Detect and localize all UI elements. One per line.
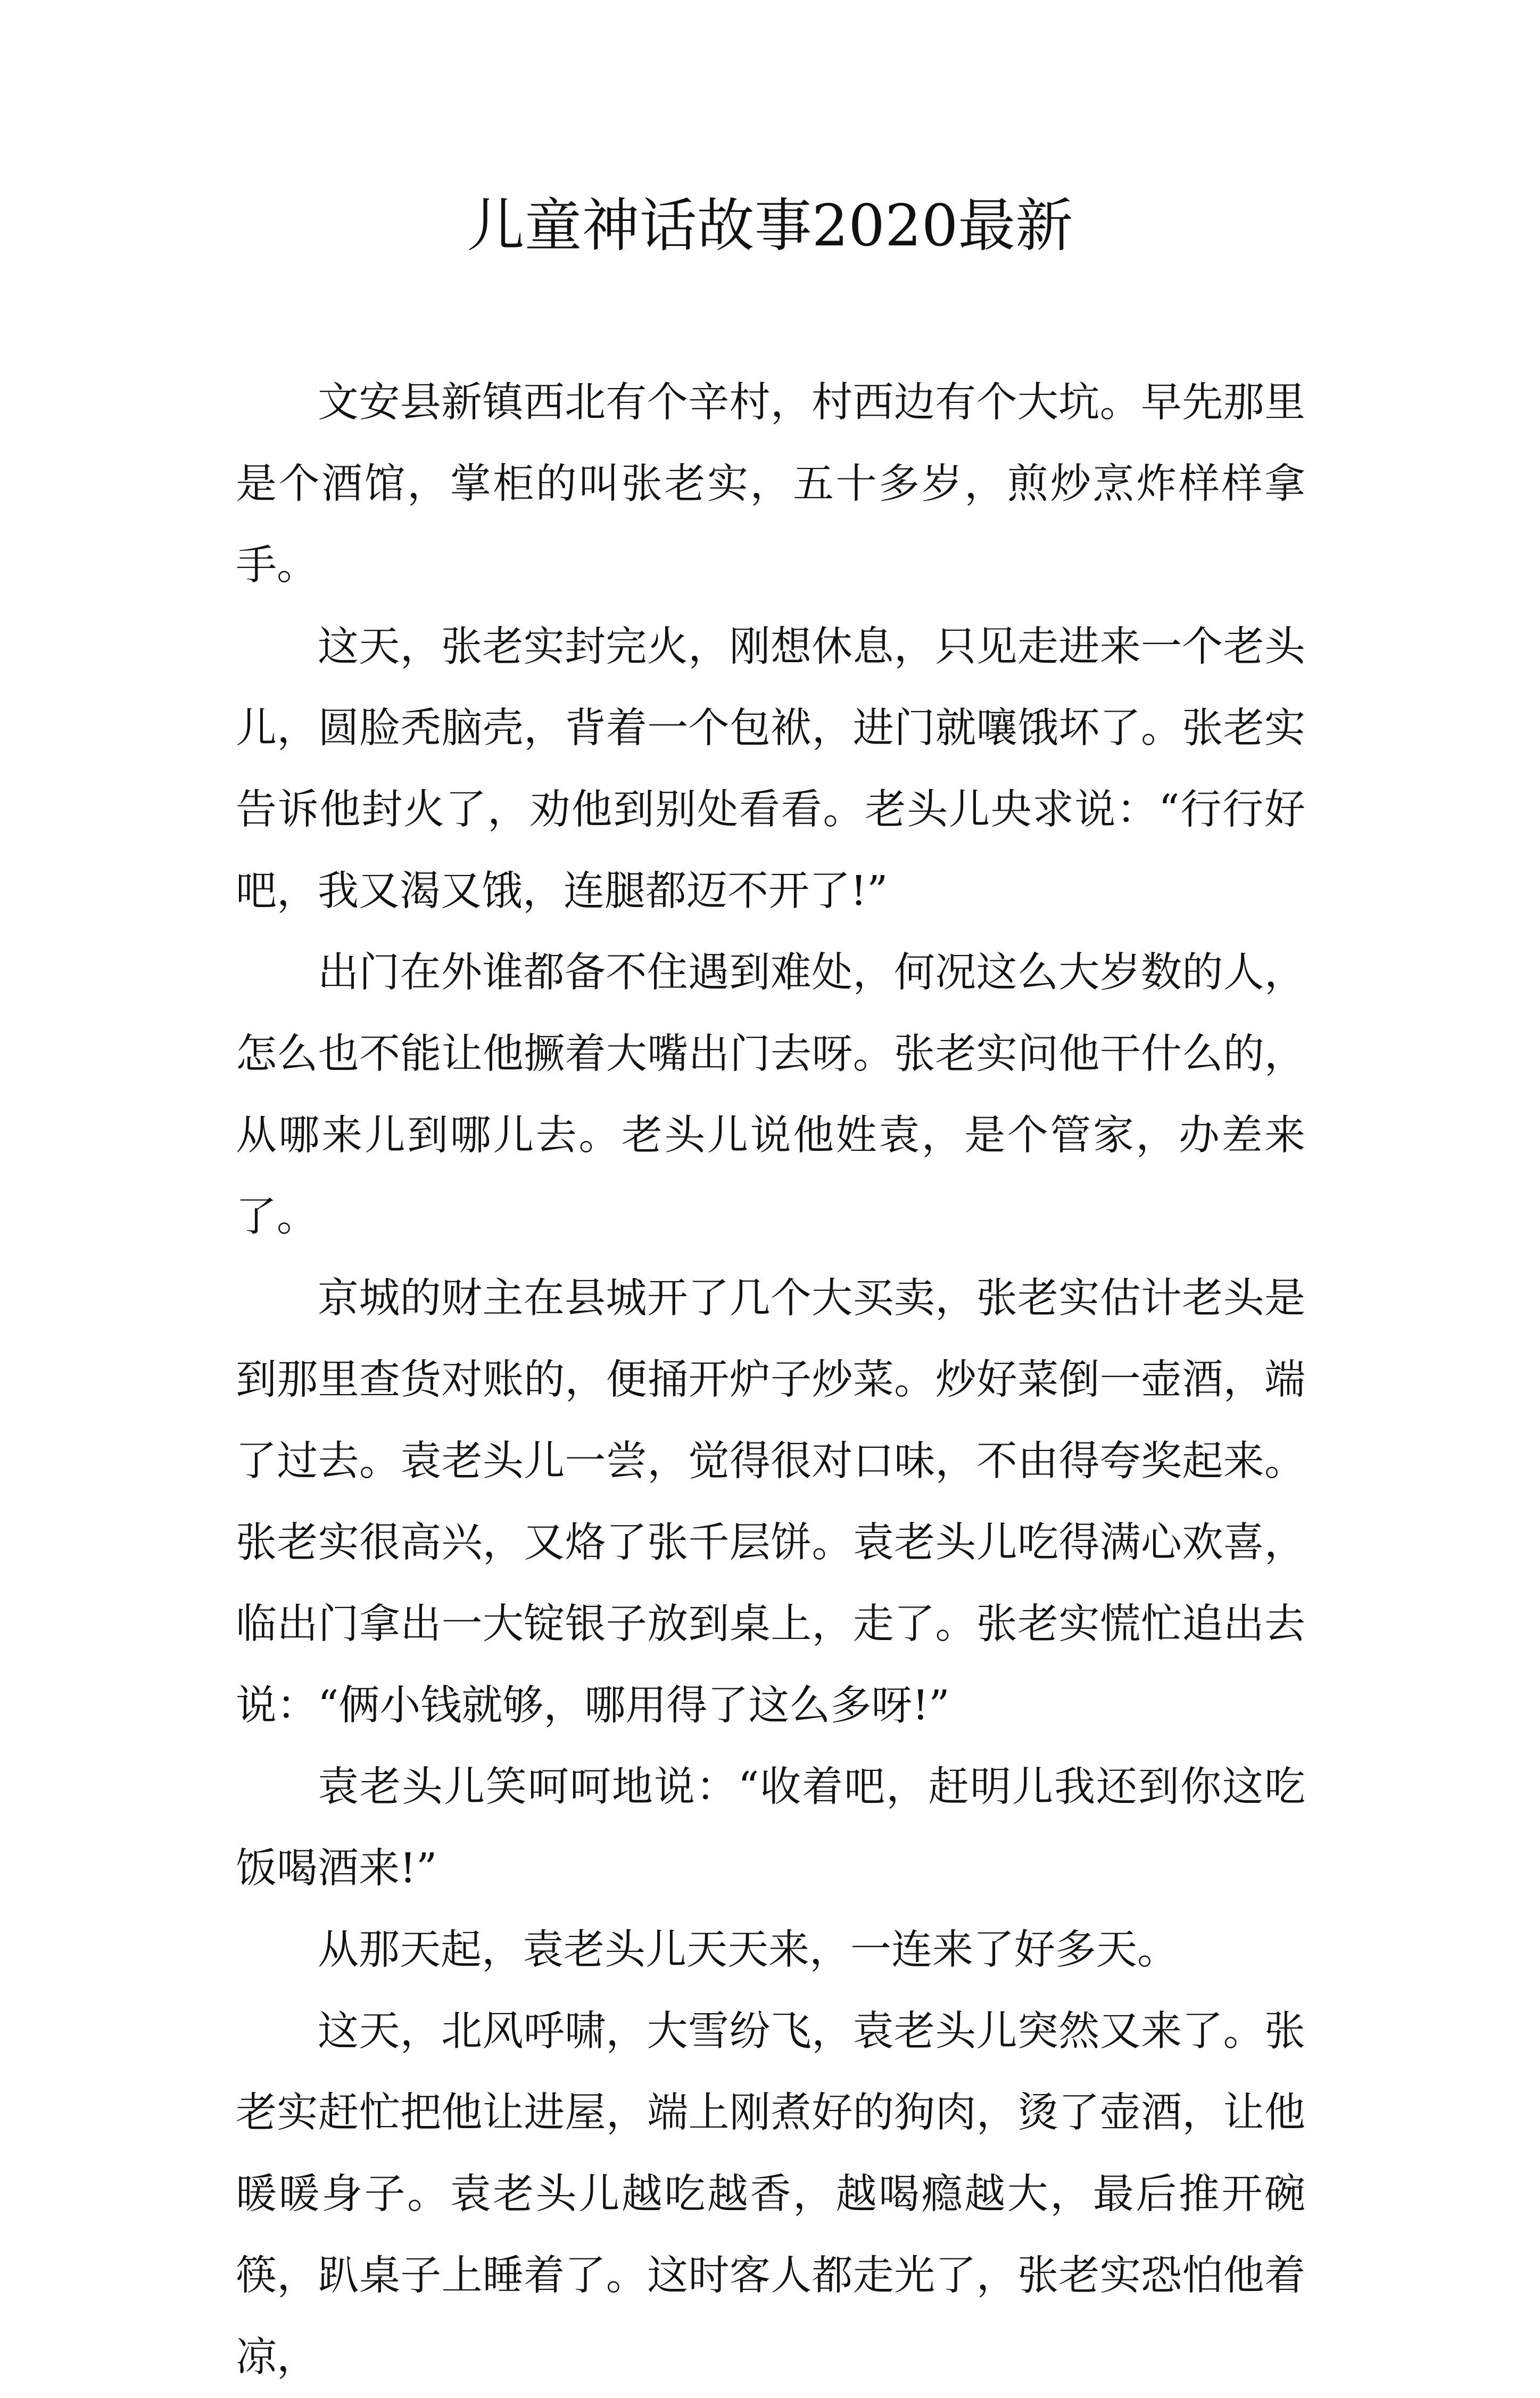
paragraph: 从那天起，袁老头儿天天来，一连来了好多天。 (318, 1926, 1178, 1974)
document-title: 儿童神话故事2020最新 (467, 193, 1073, 259)
paragraph: 京城的财主在县城开了几个大买卖，张老实估计老头是到那里查货对账的，便捅开炉子炒菜。炒好菜倒一壶酒，端了过去。袁老头儿一尝，觉得很对口味，不由得夸奖起来。张老实很高兴，又烙了张千层饼。袁老头儿吃得满心欢喜，临出门拿出一大锭银子放到桌上，走了。张老实慌忙追出去说：“俩小钱就够，哪用得了这么多呀!” (236, 1275, 1305, 1729)
paragraph: 文安县新镇西北有个辛村，村西边有个大坑。早先那里是个酒馆，掌柜的叫张老实，五十多岁，煎炒烹炸样样拿手。 (236, 379, 1305, 589)
paragraph: 袁老头儿笑呵呵地说：“收着吧，赶明儿我还到你这吃饭喝酒来!” (236, 1764, 1305, 1892)
paragraph: 出门在外谁都备不住遇到难处，何况这么大岁数的人，怎么也不能让他撅着大嘴出门去呀。张老实问他干什么的，从哪来儿到哪儿去。老头儿说他姓袁，是个管家，办差来了。 (236, 949, 1305, 1241)
paragraph: 这天，北风呼啸，大雪纷飞，袁老头儿突然又来了。张老实赶忙把他让进屋，端上刚煮好的狗肉，烫了壶酒，让他暖暖身子。袁老头儿越吃越香，越喝瘾越大，最后推开碗筷，趴桌子上睡着了。这时客人都走光了，张老实恐怕他着凉， (236, 2008, 1305, 2381)
paragraph: 这天，张老实封完火，刚想休息，只见走进来一个老头儿，圆脸秃脑壳，背着一个包袱，进门就嚷饿坏了。张老实告诉他封火了，劝他到别处看看。老头儿央求说：“行行好吧，我又渴又饿，连腿都迈不开了!” (236, 623, 1305, 915)
document-body (236, 362, 1305, 2398)
